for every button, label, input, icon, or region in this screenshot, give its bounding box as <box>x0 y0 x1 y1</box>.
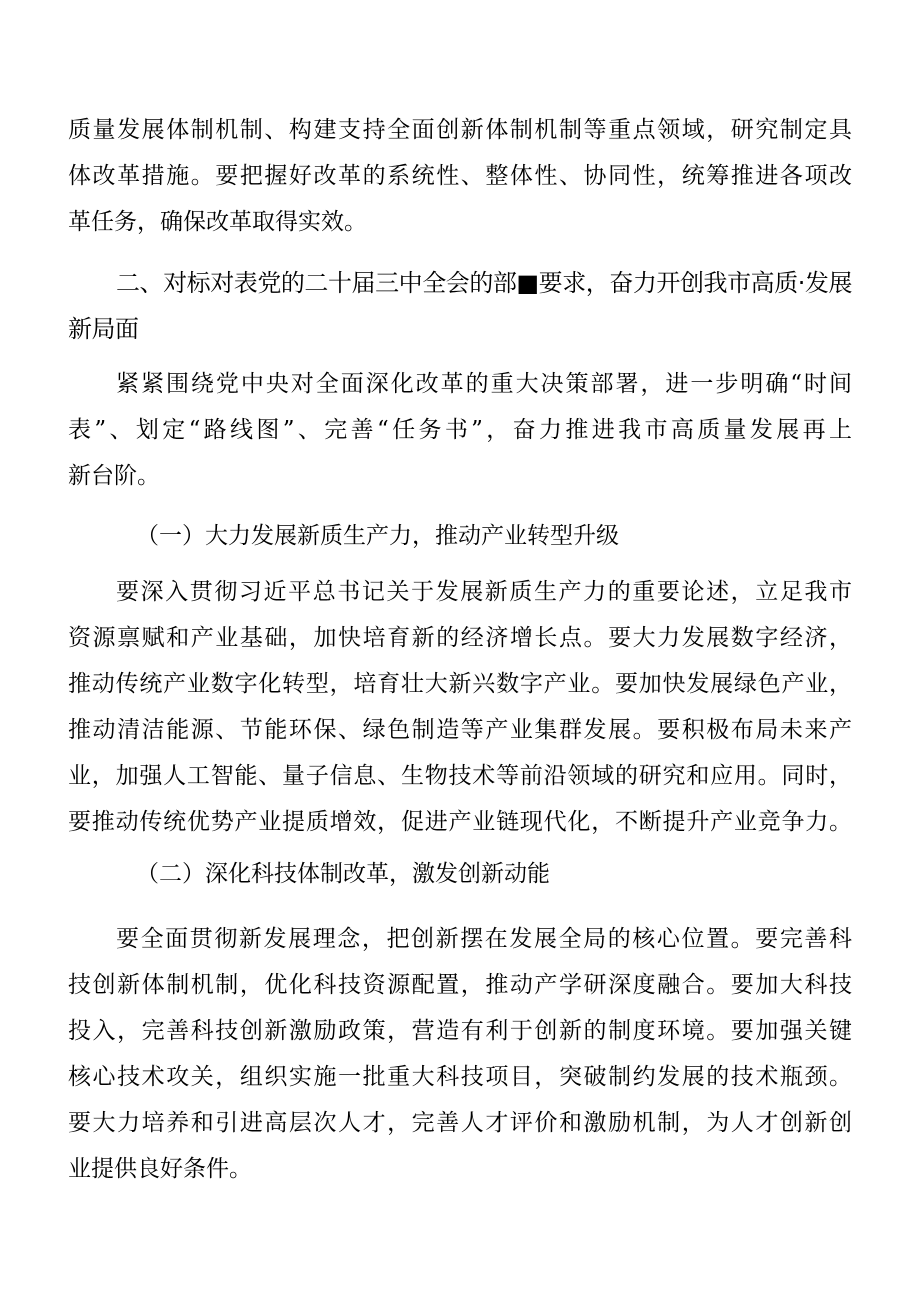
sub1-para-line-4: 推动清洁能源、节能环保、绿色制造等产业集群发展。要积极布局未来产 <box>68 717 852 743</box>
sub2-para-line-2: 技创新体制机制，优化科技资源配置，推动产学研深度融合。要加大科技 <box>68 972 852 998</box>
sub2-para-line-6: 业提供良好条件。 <box>68 1156 252 1182</box>
sub1-para-line-1: 要深入贯彻习近平总书记关于发展新质生产力的重要论述，立足我市 <box>116 579 852 605</box>
sub2-para-line-1: 要全面贯彻新发展理念，把创新摆在发展全局的核心位置。要完善科 <box>116 926 852 952</box>
sub2-para-line-3: 投入，完善科技创新激励政策，营造有利于创新的制度环境。要加强关键 <box>68 1018 852 1044</box>
intro-line-2: 体改革措施。要把握好改革的系统性、整体性、协同性，统筹推进各项改 <box>68 163 852 189</box>
sub1-para-line-6: 要推动传统优势产业提质增效，促进产业链现代化，不断提升产业竞争力。 <box>68 809 852 835</box>
sub2-para-line-4: 核心技术攻关，组织实施一批重大科技项目，突破制约发展的技术瓶颈。 <box>68 1064 852 1090</box>
subheading-2: （二）深化科技体制改革，激发创新动能 <box>136 861 550 887</box>
sub1-para-line-3: 推动传统产业数字化转型，培育壮大新兴数字产业。要加快发展绿色产业， <box>68 671 852 697</box>
sub1-para-line-2: 资源禀赋和产业基础，加快培育新的经济增长点。要大力发展数字经济， <box>68 625 852 651</box>
section-heading-line-1: 二、对标对表党的二十届三中全会的部■要求，奋力开创我市高质·发展 <box>116 269 852 297</box>
sub2-para-line-5: 要大力培养和引进高层次人才，完善人才评价和激励机制，为人才创新创 <box>68 1110 852 1136</box>
subheading-1: （一）大力发展新质生产力，推动产业转型升级 <box>136 523 619 549</box>
section-para-line-3: 新台阶。 <box>68 463 160 489</box>
sub1-para-line-5: 业，加强人工智能、量子信息、生物技术等前沿领域的研究和应用。同时， <box>68 763 852 789</box>
section-para-line-2: 表”、划定“路线图”、完善“任务书”，奋力推进我市高质量发展再上 <box>68 417 852 443</box>
intro-line-3: 革任务，确保改革取得实效。 <box>68 209 367 235</box>
section-para-line-1: 紧紧围绕党中央对全面深化改革的重大决策部署，进一步明确“时间 <box>116 371 852 397</box>
section-heading-line-2: 新局面 <box>68 315 139 343</box>
intro-line-1: 质量发展体制机制、构建支持全面创新体制机制等重点领域，研究制定具 <box>68 117 852 143</box>
